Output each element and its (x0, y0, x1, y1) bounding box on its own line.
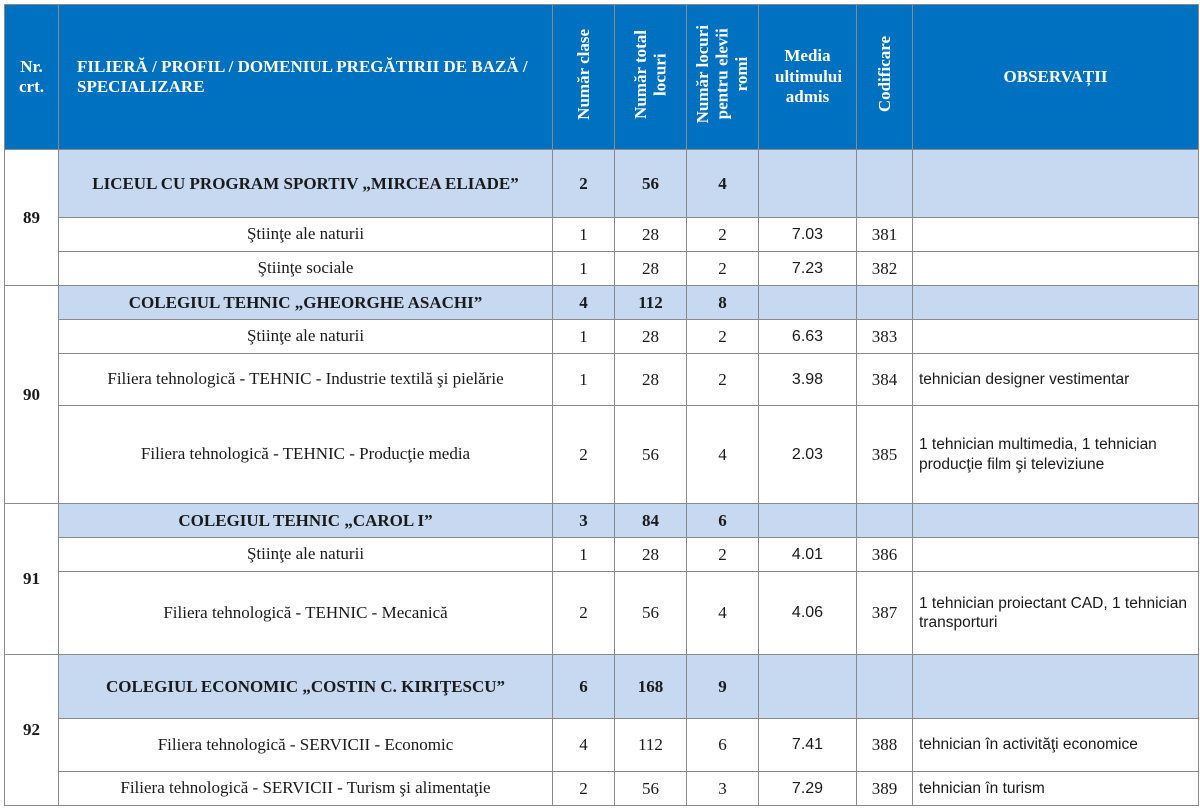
header-numar-total-locuri: Număr total locuri (615, 5, 687, 150)
media: 4.06 (759, 572, 857, 655)
school-clase: 6 (553, 655, 615, 719)
school-romi: 4 (687, 150, 759, 218)
observatii: 1 tehnician multimedia, 1 tehnician producţie film şi televiziune (913, 406, 1199, 504)
clase: 1 (553, 252, 615, 286)
school-media (759, 655, 857, 719)
specialization: Filiera tehnologică - TEHNIC - Producţie media (59, 406, 553, 504)
header-observatii: OBSERVAȚII (913, 5, 1199, 150)
school-row (5, 286, 1199, 320)
observatii (913, 218, 1199, 252)
codificare: 382 (857, 252, 913, 286)
romi: 6 (687, 719, 759, 772)
table-row (5, 320, 1199, 354)
specialization: Filiera tehnologică - TEHNIC - Mecanică (59, 572, 553, 655)
observatii (913, 320, 1199, 354)
school-obs (913, 286, 1199, 320)
locuri: 28 (615, 252, 687, 286)
observatii: tehnician designer vestimentar (913, 354, 1199, 406)
school-clase: 2 (553, 150, 615, 218)
table-row (5, 252, 1199, 286)
codificare: 386 (857, 538, 913, 572)
school-cod (857, 504, 913, 538)
clase: 1 (553, 320, 615, 354)
header-codificare: Codificare (857, 5, 913, 150)
school-name: COLEGIUL ECONOMIC „COSTIN C. KIRIŢESCU” (59, 655, 553, 719)
codificare: 383 (857, 320, 913, 354)
codificare: 381 (857, 218, 913, 252)
media: 2.03 (759, 406, 857, 504)
specialization: Filiera tehnologică - SERVICII - Economic (59, 719, 553, 772)
school-romi: 9 (687, 655, 759, 719)
locuri: 28 (615, 354, 687, 406)
header-row (5, 5, 1199, 150)
specialization: Ştiinţe ale naturii (59, 218, 553, 252)
observatii (913, 252, 1199, 286)
school-romi: 8 (687, 286, 759, 320)
media: 3.98 (759, 354, 857, 406)
school-obs (913, 150, 1199, 218)
media: 7.23 (759, 252, 857, 286)
school-cod (857, 655, 913, 719)
school-name: COLEGIUL TEHNIC „CAROL I” (59, 504, 553, 538)
codificare: 385 (857, 406, 913, 504)
observatii (913, 538, 1199, 572)
row-number: 91 (5, 504, 59, 655)
school-obs (913, 655, 1199, 719)
observatii: 1 tehnician proiectant CAD, 1 tehnician transporturi (913, 572, 1199, 655)
table-row (5, 719, 1199, 772)
media: 7.29 (759, 772, 857, 806)
school-cod (857, 150, 913, 218)
school-romi: 6 (687, 504, 759, 538)
romi: 2 (687, 252, 759, 286)
locuri: 28 (615, 218, 687, 252)
romi: 4 (687, 406, 759, 504)
school-name: COLEGIUL TEHNIC „GHEORGHE ASACHI” (59, 286, 553, 320)
school-locuri: 112 (615, 286, 687, 320)
school-row (5, 150, 1199, 218)
codificare: 387 (857, 572, 913, 655)
school-locuri: 56 (615, 150, 687, 218)
media: 4.01 (759, 538, 857, 572)
locuri: 28 (615, 538, 687, 572)
specialization: Filiera tehnologică - TEHNIC - Industrie textilă şi pielărie (59, 354, 553, 406)
romi: 2 (687, 538, 759, 572)
school-cod (857, 286, 913, 320)
row-number: 92 (5, 655, 59, 806)
school-locuri: 84 (615, 504, 687, 538)
specialization: Ştiinţe ale naturii (59, 538, 553, 572)
table-row (5, 218, 1199, 252)
media: 7.03 (759, 218, 857, 252)
school-name: LICEUL CU PROGRAM SPORTIV „MIRCEA ELIADE” (59, 150, 553, 218)
table-row (5, 406, 1199, 504)
specialization: Ştiinţe sociale (59, 252, 553, 286)
observatii: tehnician în activităţi economice (913, 719, 1199, 772)
clase: 4 (553, 719, 615, 772)
clase: 1 (553, 354, 615, 406)
clase: 2 (553, 772, 615, 806)
locuri: 56 (615, 406, 687, 504)
table-row (5, 538, 1199, 572)
row-number: 90 (5, 286, 59, 504)
romi: 3 (687, 772, 759, 806)
locuri: 28 (615, 320, 687, 354)
school-media (759, 286, 857, 320)
school-clase: 4 (553, 286, 615, 320)
clase: 1 (553, 538, 615, 572)
specialization: Ştiinţe ale naturii (59, 320, 553, 354)
observatii: tehnician în turism (913, 772, 1199, 806)
school-locuri: 168 (615, 655, 687, 719)
school-media (759, 150, 857, 218)
locuri: 112 (615, 719, 687, 772)
school-row (5, 504, 1199, 538)
locuri: 56 (615, 772, 687, 806)
school-row (5, 655, 1199, 719)
romi: 2 (687, 354, 759, 406)
table-row (5, 772, 1199, 806)
romi: 2 (687, 320, 759, 354)
school-obs (913, 504, 1199, 538)
media: 7.41 (759, 719, 857, 772)
header-filiera: FILIERĂ / PROFIL / DOMENIUL PREGĂTIRII DE BAZĂ / SPECIALIZARE (59, 5, 553, 150)
codificare: 384 (857, 354, 913, 406)
romi: 4 (687, 572, 759, 655)
table-row (5, 354, 1199, 406)
table-row (5, 572, 1199, 655)
row-number: 89 (5, 150, 59, 286)
header-numar-locuri-romi: Număr locuri pentru elevii romi (687, 5, 759, 150)
school-media (759, 504, 857, 538)
header-numar-clase: Număr clase (553, 5, 615, 150)
romi: 2 (687, 218, 759, 252)
school-clase: 3 (553, 504, 615, 538)
codificare: 388 (857, 719, 913, 772)
specialization: Filiera tehnologică - SERVICII - Turism şi alimentaţie (59, 772, 553, 806)
clase: 2 (553, 406, 615, 504)
codificare: 389 (857, 772, 913, 806)
clase: 1 (553, 218, 615, 252)
header-nr: Nr. crt. (5, 5, 59, 150)
admission-table (4, 4, 1199, 806)
media: 6.63 (759, 320, 857, 354)
locuri: 56 (615, 572, 687, 655)
header-media: Media ultimului admis (759, 5, 857, 150)
clase: 2 (553, 572, 615, 655)
